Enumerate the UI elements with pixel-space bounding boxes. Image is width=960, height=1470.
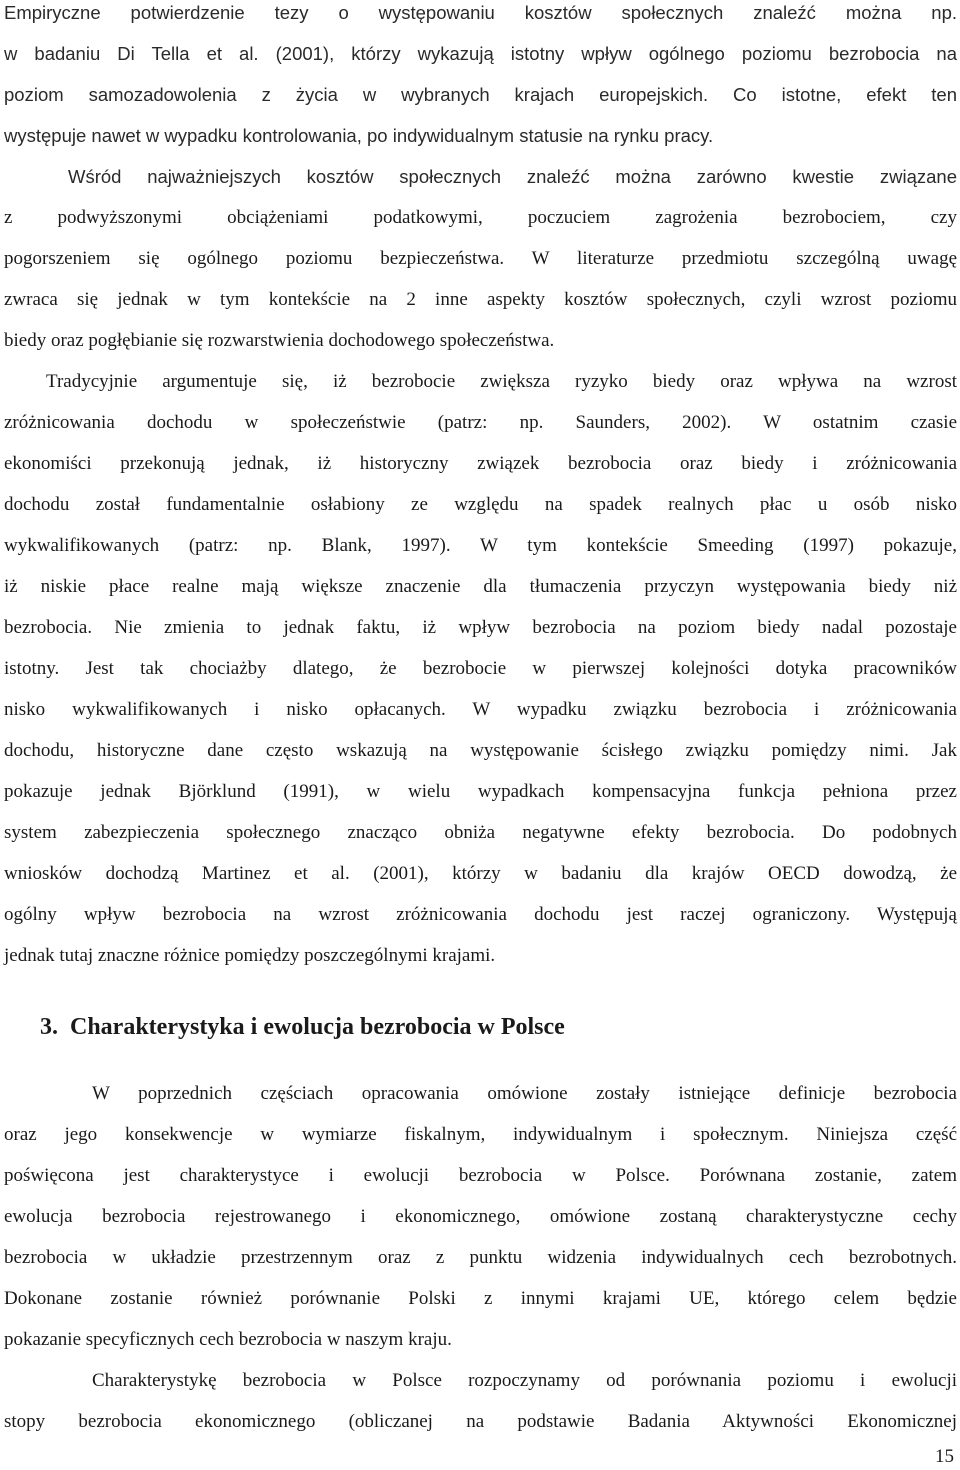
- paragraph-1-line-3: poziom samozadowolenia z życia w wybranych krajach europejskich. Co istotne, efekt ten: [4, 84, 957, 105]
- paragraph-3-line-2: zróżnicowania dochodu w społeczeństwie (patrz: np. Saunders, 2002). W ostatnim czasie: [4, 412, 957, 433]
- paragraph-4-line-7: pokazanie specyficznych cech bezrobocia w naszym kraju.: [4, 1329, 452, 1350]
- paragraph-5-line-1: Charakterystykę bezrobocia w Polsce rozpoczynamy od porównania poziomu i ewolucji: [92, 1370, 957, 1391]
- paragraph-3-line-9: nisko wykwalifikowanych i nisko opłacanych. W wypadku związku bezrobocia i zróżnicowania: [4, 699, 957, 720]
- paragraph-3-line-5: wykwalifikowanych (patrz: np. Blank, 1997). W tym kontekście Smeeding (1997) pokazuje,: [4, 535, 957, 556]
- paragraph-3-line-10: dochodu, historyczne dane często wskazują na występowanie ścisłego związku pomiędzy nimi. Jak: [4, 740, 957, 761]
- paragraph-4-line-3: poświęcona jest charakterystyce i ewolucji bezrobocia w Polsce. Porównana zostanie, zatem: [4, 1165, 957, 1186]
- paragraph-4-line-4: ewolucja bezrobocia rejestrowanego i ekonomicznego, omówione zostaną charakterystyczne cechy: [4, 1206, 957, 1227]
- paragraph-1-line-1: Empiryczne potwierdzenie tezy o występowaniu kosztów społecznych znaleźć można np.: [4, 2, 957, 23]
- paragraph-3-line-6: iż niskie płace realne mają większe znaczenie dla tłumaczenia przyczyn występowania biedy niż: [4, 576, 957, 597]
- paragraph-3-line-4: dochodu został fundamentalnie osłabiony ze względu na spadek realnych płac u osób nisko: [4, 494, 957, 515]
- paragraph-3-line-11: pokazuje jednak Björklund (1991), w wielu wypadkach kompensacyjna funkcja pełniona przez: [4, 781, 957, 802]
- section-heading: [40, 1010, 565, 1044]
- section-number: 3.: [40, 1014, 58, 1040]
- paragraph-1-line-4: występuje nawet w wypadku kontrolowania, po indywidualnym statusie na rynku pracy.: [4, 125, 714, 146]
- paragraph-5-line-2: stopy bezrobocia ekonomicznego (obliczanej na podstawie Badania Aktywności Ekonomicznej: [4, 1411, 957, 1432]
- paragraph-4-line-1: W poprzednich częściach opracowania omówione zostały istniejące definicje bezrobocia: [92, 1083, 957, 1104]
- section-title: Charakterystyka i ewolucja bezrobocia w Polsce: [70, 1014, 565, 1040]
- paragraph-2-line-4: zwraca się jednak w tym kontekście na 2 inne aspekty kosztów społecznych, czyli wzrost poziomu: [4, 289, 957, 310]
- paragraph-2-line-3: pogorszeniem się ogólnego poziomu bezpieczeństwa. W literaturze przedmiotu szczególną uwagę: [4, 248, 957, 269]
- paragraph-1-line-2: w badaniu Di Tella et al. (2001), którzy wykazują istotny wpływ ogólnego poziomu bezrobocia na: [4, 43, 957, 64]
- paragraph-4-line-5: bezrobocia w układzie przestrzennym oraz z punktu widzenia indywidualnych cech bezrobotnych.: [4, 1247, 957, 1268]
- paragraph-3-line-12: system zabezpieczenia społecznego znacząco obniża negatywne efekty bezrobocia. Do podobnych: [4, 822, 957, 843]
- page-number: 15: [935, 1446, 954, 1467]
- paragraph-3-line-14: ogólny wpływ bezrobocia na wzrost zróżnicowania dochodu jest raczej ograniczony. Występują: [4, 904, 957, 925]
- paragraph-2-line-1: Wśród najważniejszych kosztów społecznych znaleźć można zarówno kwestie związane: [68, 166, 957, 187]
- paragraph-3-line-13: wniosków dochodzą Martinez et al. (2001), którzy w badaniu dla krajów OECD dowodzą, że: [4, 863, 957, 884]
- paragraph-3-line-7: bezrobocia. Nie zmienia to jednak faktu, iż wpływ bezrobocia na poziom biedy nadal pozostaje: [4, 617, 957, 638]
- paragraph-4-line-2: oraz jego konsekwencje w wymiarze fiskalnym, indywidualnym i społecznym. Niniejsza część: [4, 1124, 957, 1145]
- paragraph-3-line-1: Tradycyjnie argumentuje się, iż bezrobocie zwiększa ryzyko biedy oraz wpływa na wzrost: [46, 371, 957, 392]
- paragraph-3-line-8: istotny. Jest tak chociażby dlatego, że bezrobocie w pierwszej kolejności dotyka pracowników: [4, 658, 957, 679]
- paragraph-2-line-2: z podwyższonymi obciążeniami podatkowymi, poczuciem zagrożenia bezrobociem, czy: [4, 207, 957, 228]
- paragraph-2-line-5: biedy oraz pogłębianie się rozwarstwienia dochodowego społeczeństwa.: [4, 330, 555, 351]
- paragraph-4-line-6: Dokonane zostanie również porównanie Polski z innymi krajami UE, którego celem będzie: [4, 1288, 957, 1309]
- paragraph-3-line-15: jednak tutaj znaczne różnice pomiędzy poszczególnymi krajami.: [4, 945, 496, 966]
- paragraph-3-line-3: ekonomiści przekonują jednak, iż historyczny związek bezrobocia oraz biedy i zróżnicowania: [4, 453, 957, 474]
